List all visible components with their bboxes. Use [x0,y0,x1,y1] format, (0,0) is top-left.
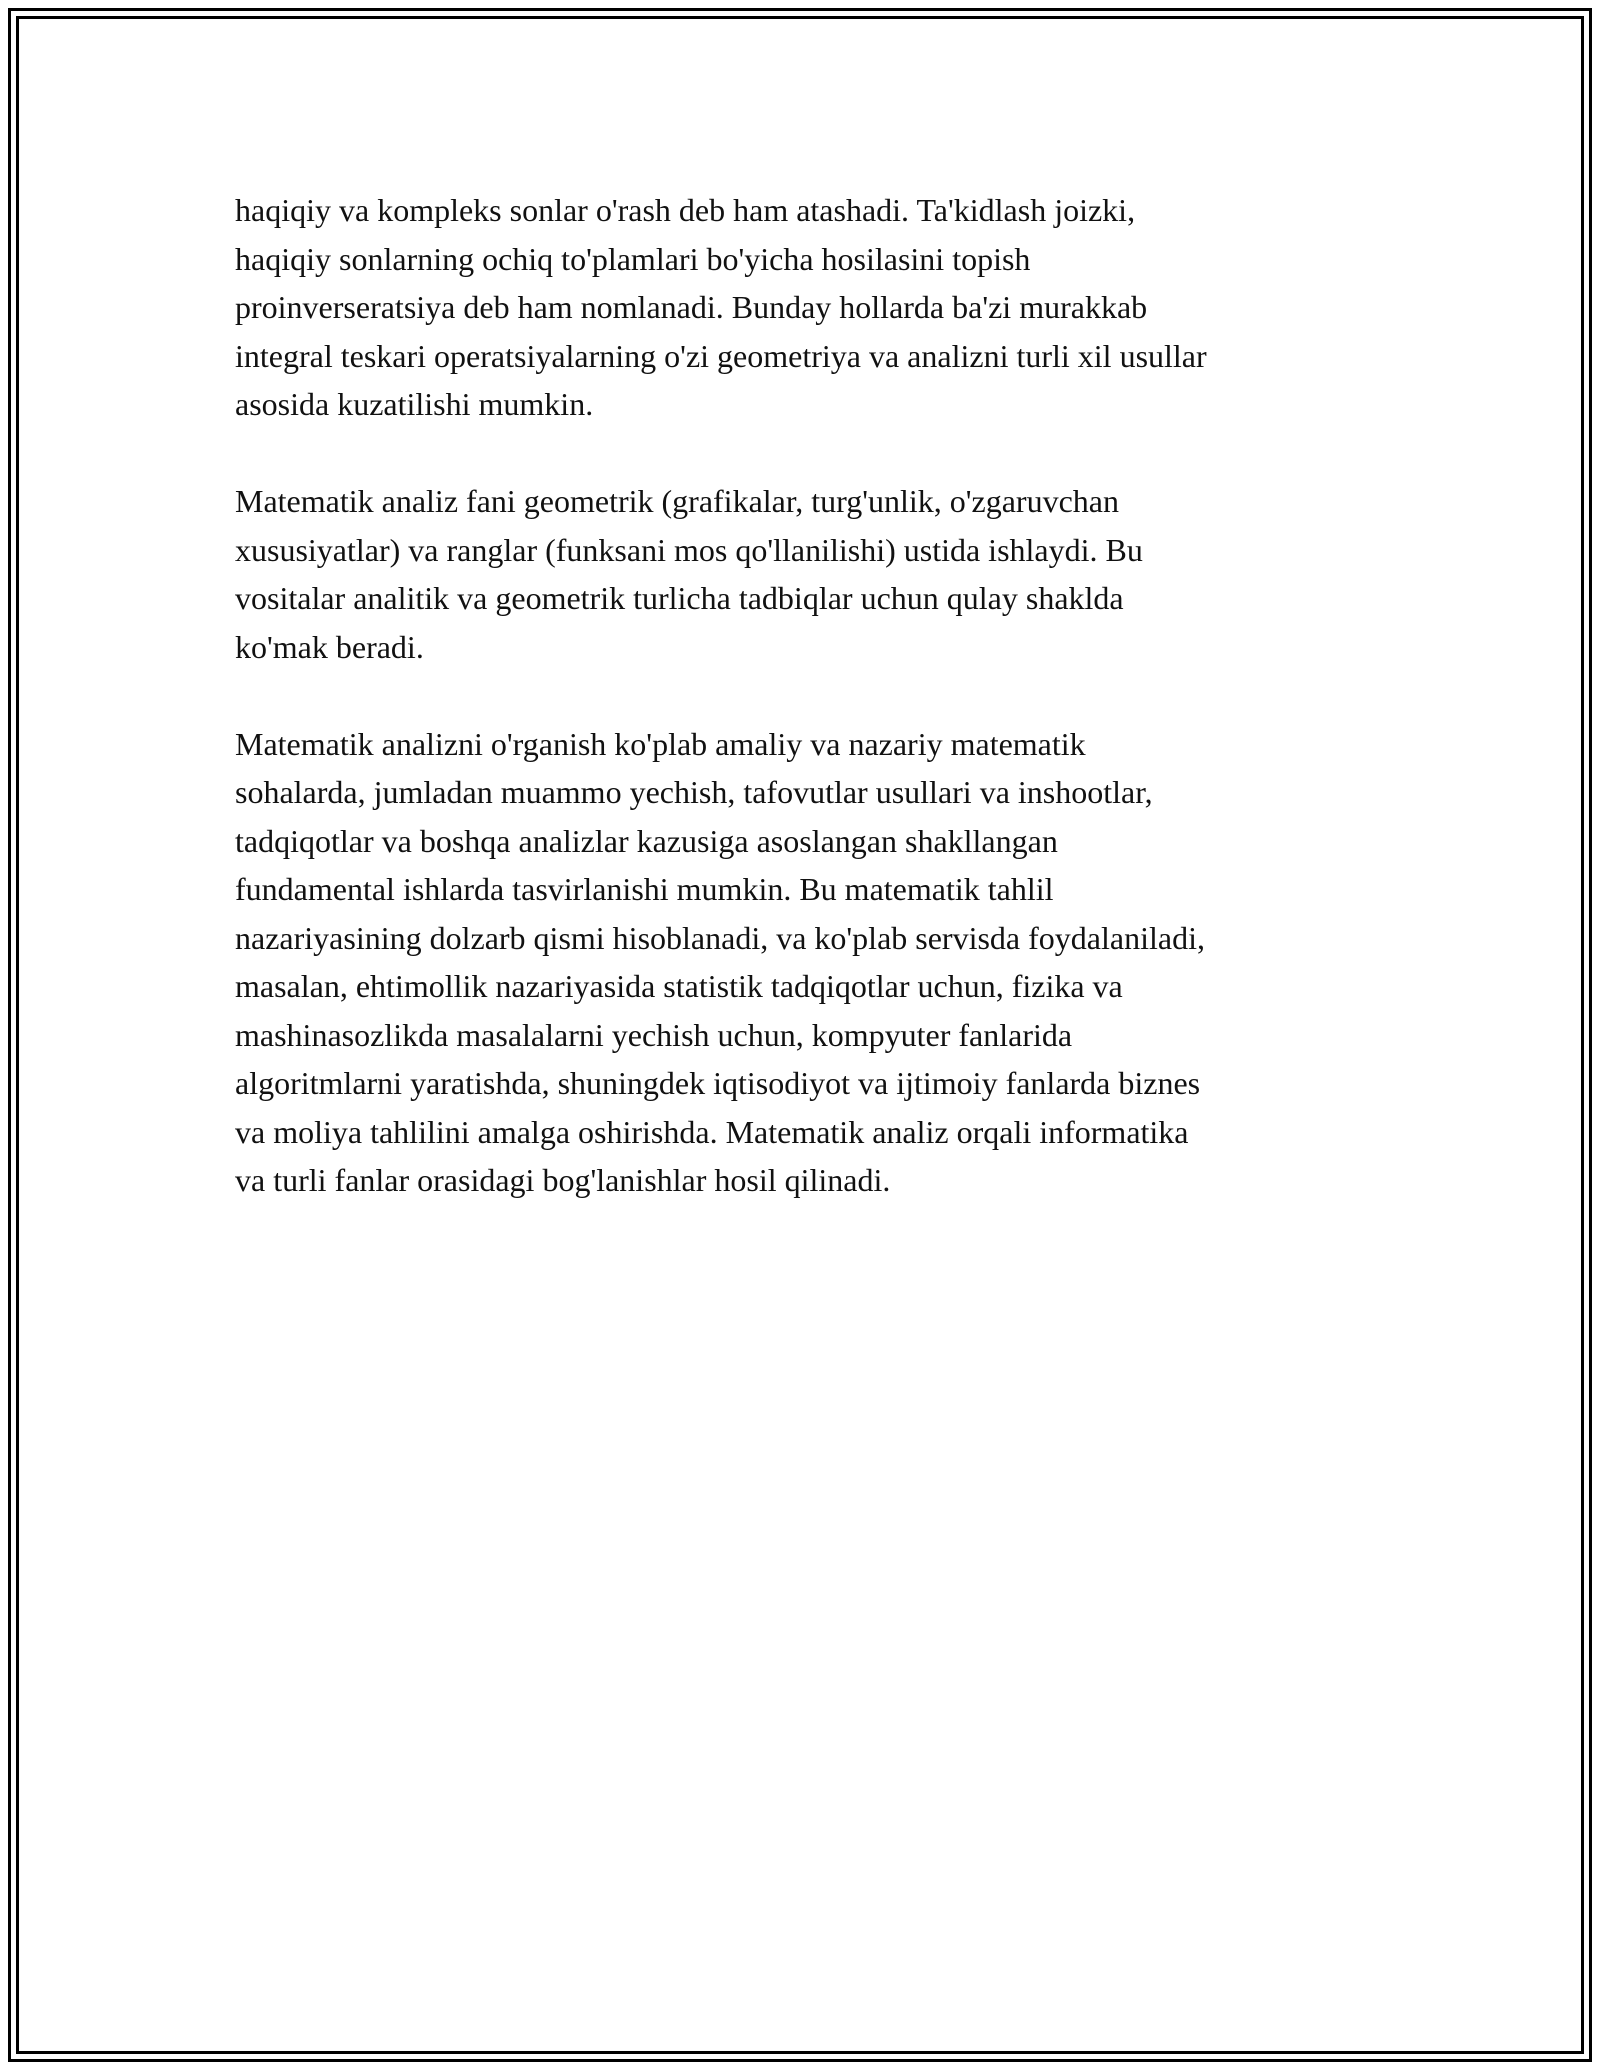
text-line: fundamental ishlarda tasvirlanishi mumkin. Bu matematik tahlil [235,871,1054,907]
text-line: Matematik analizni o'rganish ko'plab amaliy va nazariy matematik [235,725,1086,762]
text-line: va turli fanlar orasidagi bog'lanishlar hosil qilinadi. [235,1162,891,1198]
text-line: proinverseratsiya deb ham nomlanadi. Bunday hollarda ba'zi murakkab [235,289,1148,325]
paragraph-3 [235,720,1370,1205]
text-line: ko'mak beradi. [235,628,424,665]
text-line: va moliya tahlilini amalga oshirishda. Matematik analiz orqali informatika [235,1113,1189,1150]
paragraph-2 [235,477,1370,671]
text-line: tadqiqotlar va boshqa analizlar kazusiga asoslangan shakllangan [235,822,1058,859]
text-line: xususiyatlar) va ranglar (funksani mos qo'llanilishi) ustida ishlaydi. Bu [235,531,1143,568]
text-line: algoritmlarni yaratishda, shuningdek iqtisodiyot va ijtimoiy fanlarda biznes [235,1065,1201,1101]
text-line: integral teskari operatsiyalarning o'zi geometriya va analizni turli xil usullar [235,337,1207,374]
text-line: sohalarda, jumladan muammo yechish, tafovutlar usullari va inshootlar, [235,774,1153,810]
text-line: masalan, ehtimollik nazariyasida statistik tadqiqotlar uchun, fizika va [235,968,1123,1004]
text-line: haqiqiy sonlarning ochiq to'plamlari bo'yicha hosilasini topish [235,240,1031,277]
text-line: Matematik analiz fani geometrik (grafikalar, turg'unlik, o'zgaruvchan [235,483,1119,519]
text-line: vositalar analitik va geometrik turlicha tadbiqlar uchun qulay shaklda [235,580,1124,616]
paragraph-1 [235,186,1370,429]
document-body [235,186,1370,1253]
text-line: nazariyasining dolzarb qismi hisoblanadi, va ko'plab servisda foydalaniladi, [235,919,1205,956]
text-line: mashinasozlikda masalalarni yechish uchun, kompyuter fanlarida [235,1016,1073,1053]
text-line: haqiqiy va kompleks sonlar o'rash deb ham atashadi. Ta'kidlash joizki, [235,192,1136,228]
text-line: asosida kuzatilishi mumkin. [235,386,594,422]
